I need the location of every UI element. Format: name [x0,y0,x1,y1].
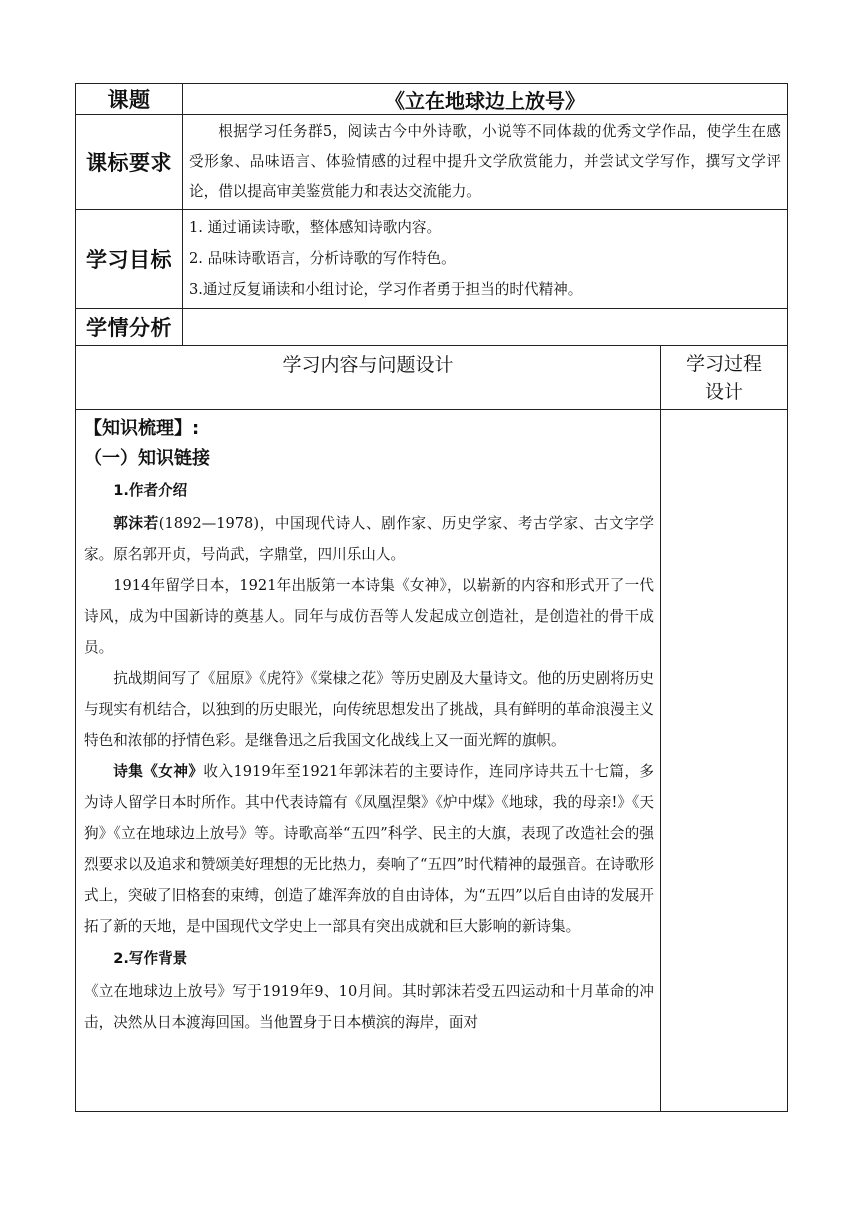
nushen-paragraph [84,756,654,942]
process-cell [661,410,788,1112]
analysis-value [183,309,788,346]
lesson-plan-table [75,83,788,1112]
goals-label: 学习目标 [76,210,183,309]
process-header-line1: 学习过程 [685,353,762,375]
row-goals [76,210,788,309]
row-standard [76,115,788,210]
nushen-lead: 诗集《女神》 [113,763,204,780]
goal-item-1: 1. 通过诵读诗歌，整体感知诗歌内容。 [189,219,442,236]
row-section-header [76,346,788,410]
row-analysis [76,309,788,346]
author-paragraph-1 [84,508,654,570]
standard-text: 根据学习任务群5，阅读古今中外诗歌，小说等不同体裁的优秀文学作品，使学生在感受形象、品味语言、体验情感的过程中提升文学欣赏能力，并尝试文学写作，撰写文学评论，借以提高审美鉴赏能力和表达交流能力。 [189,123,781,200]
content-cell [76,410,661,1112]
author-name: 郭沫若 [113,515,159,532]
author-bio: (1892—1978)，中国现代诗人、剧作家、历史学家、考古学家、古文字学家。原名郭开贞，号尚武，字鼎堂，四川乐山人。 [84,515,654,563]
author-intro-heading: 1.作者介绍 [113,482,188,499]
author-paragraph-2: 1914年留学日本，1921年出版第一本诗集《女神》，以崭新的内容和形式开了一代诗风，成为中国新诗的奠基人。同年与成仿吾等人发起成立创造社，是创造社的骨干成员。 [84,577,654,656]
goals-cell [183,210,788,309]
knowledge-link-heading: （一）知识链接 [84,448,210,469]
row-title [76,84,788,115]
row-content [76,410,788,1112]
process-header-line2: 设计 [704,381,743,403]
process-design-header [661,346,788,410]
goal-item-2: 2. 品味诗歌语言，分析诗歌的写作特色。 [189,250,456,267]
background-heading: 2.写作背景 [113,950,188,967]
lesson-title: 《立在地球边上放号》 [183,84,788,115]
goal-item-3: 3.通过反复诵读和小组讨论，学习作者勇于担当的时代精神。 [189,281,583,298]
standard-cell [183,115,788,210]
background-paragraph: 《立在地球边上放号》写于1919年9、10月间。其时郭沫若受五四运动和十月革命的冲击，决然从日本渡海回国。当他置身于日本横滨的海岸，面对 [84,983,654,1031]
nushen-text: 收入1919年至1921年郭沫若的主要诗作，连同序诗共五十七篇，多为诗人留学日本时所作。其中代表诗篇有《凤凰涅槃》《炉中煤》《地球，我的母亲!》《天狗》《立在地球边上放号》等。诗歌高举“五四”科学、民主的大旗，表现了改造社会的强烈要求以及追求和赞颂美好理想的无比热力，奏响了“五四”时代精神的最强音。在诗歌形式上，突破了旧格套的束缚，创造了雄浑奔放的自由诗体，为“五四”以后自由诗的发展开拓了新的天地，是中国现代文学史上一部具有突出成就和巨大影响的新诗集。 [84,763,654,935]
analysis-label: 学情分析 [76,309,183,346]
title-label: 课题 [76,84,183,115]
standard-label: 课标要求 [76,115,183,210]
content-design-header: 学习内容与问题设计 [76,346,661,410]
knowledge-heading: 【知识梳理】: [84,418,200,439]
author-paragraph-3: 抗战期间写了《屈原》《虎符》《棠棣之花》等历史剧及大量诗文。他的历史剧将历史与现实有机结合，以独到的历史眼光，向传统思想发出了挑战，具有鲜明的革命浪漫主义特色和浓郁的抒情色彩。是继鲁迅之后我国文化战线上又一面光辉的旗帜。 [84,670,654,749]
